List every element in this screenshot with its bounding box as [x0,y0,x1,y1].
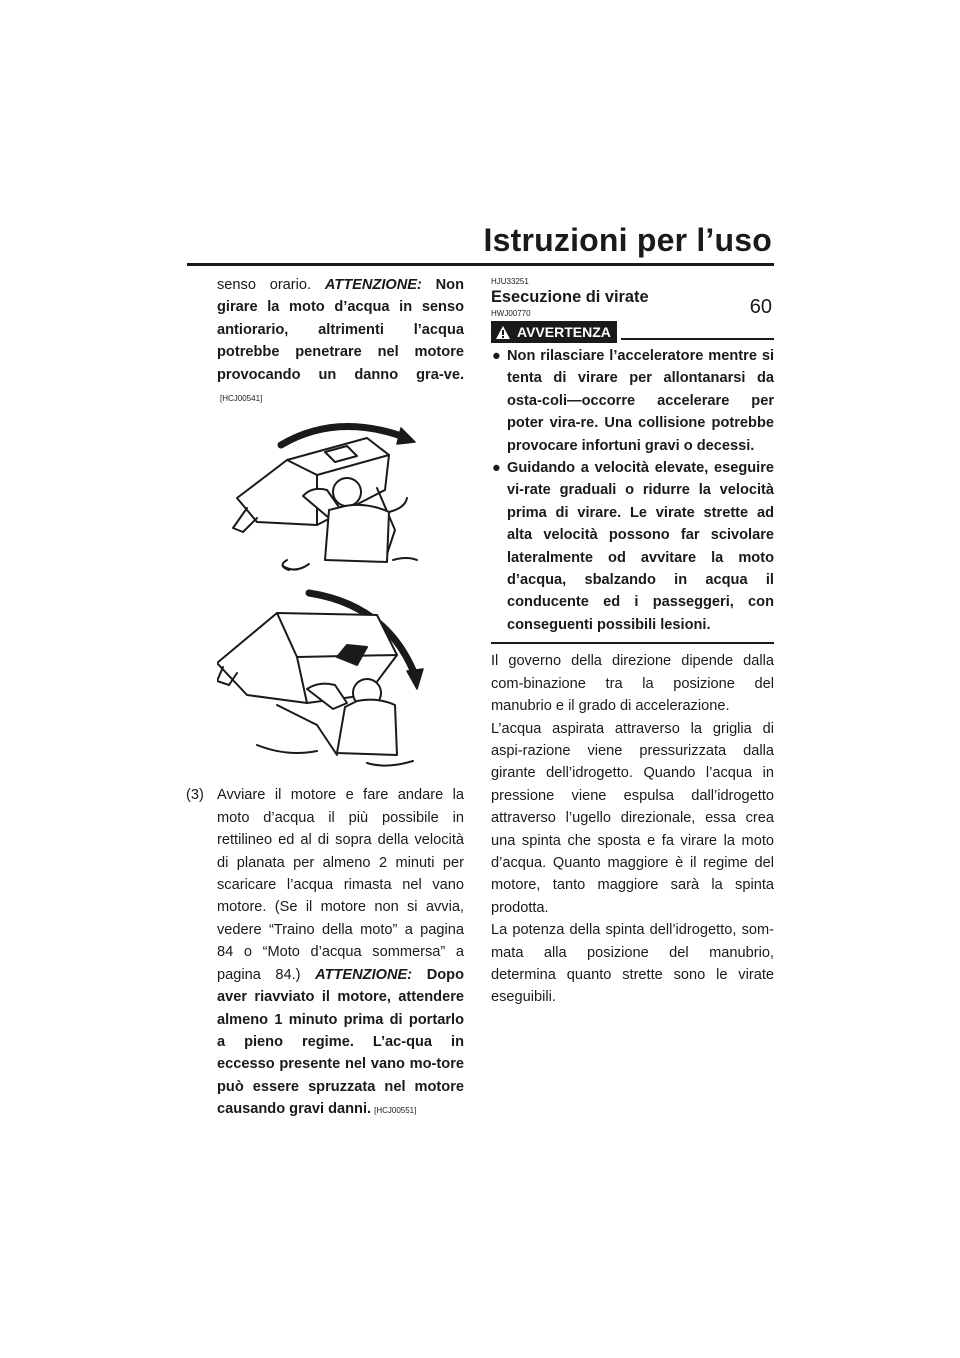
warning-item-text: Non rilasciare l’acceleratore mentre si tenta di virare per allontanarsi da osta-coli—occorre accelerare per poter vira-re. Una collisione potrebbe provocare infortuni gravi o decessi. [507,348,774,454]
warning-code: HWJ00770 [491,309,531,318]
step-number: (3) [186,787,204,804]
caution-code: [HCJ00541] [220,394,263,404]
warning-header [491,321,774,343]
bullet-icon: ● [492,460,501,477]
warning-item [491,457,774,636]
caution-text-2: Dopo aver riavviato il motore, attendere almeno 1 minuto prima di portarlo a pieno regime. L’ac-qua in eccesso presente nel vano mo-tore può essere spruzzata nel motore causando gravi danni. [217,966,465,1118]
caution-label: ATTENZIONE: [324,277,422,293]
body-paragraph: L’acqua aspirata attraverso la griglia di aspi-razione viene pressurizzata dalla girante dell’idrogetto. Quando l’acqua in pressione viene espulsa dall’idrogetto attraverso l’ugello direzionale, essa crea una spinta che sposta e fa virare la moto d’acqua. Quanto maggiore è il regime del motore, tanto maggiore sarà la spinta prodotta. [491,720,774,916]
illustration-righting-watercraft-2 [217,585,464,780]
right-column [491,277,774,1009]
caution-text: Non girare la moto d’acqua in senso antiorario, altrimenti l’acqua potrebbe penetrare nel motore provocando un danno gra-ve. [217,277,464,383]
caution-paragraph-1 [217,274,464,410]
warning-item [491,345,774,457]
section-title: Esecuzione di virate [491,288,649,306]
caution-code-2: [HCJ00551] [374,1106,417,1116]
page-title: Istruzioni per l’uso [483,222,772,258]
bullet-icon: ● [492,348,501,364]
body-paragraph: Il governo della direzione dipende dalla com-binazione tra la posizione del manubrio e il grado di accelerazione. [491,653,774,715]
continued-text: senso orario. [217,277,312,293]
step-3 [186,784,464,1122]
warning-item-text: Guidando a velocità elevate, eseguire vi-rate graduali o ridurre la velocità prima di virare. Le virate strette ad alta velocità possono far scivolare lateralmente od avvitare la moto d’acqua, sbalzando in acqua il conducente ed i passeggeri, con conseguenti possibili lesioni. [507,460,774,633]
warning-rule [621,338,774,340]
section-code: HJU33251 [491,277,529,286]
warning-badge [491,321,617,343]
left-column [186,274,465,1123]
step-text: Avviare il motore e fare andare la moto d’acqua il più possibile in rettilineo ed al di sopra della velocità di planata per almeno 2 minuti per scaricare l’acqua rimasta nel vano motore. (Se il motore non si avvia, vedere “Traino della moto” a pagina 84 o “Moto d’acqua sommersa” a pagina 84.) [217,787,464,983]
warning-list [491,345,774,636]
caution-label-2: ATTENZIONE: [315,966,413,983]
warning-end-rule [491,642,774,644]
header-rule [187,263,774,266]
warning-triangle-icon [495,325,511,340]
body-paragraph: La potenza della spinta dell’idrogetto, som-mata alla posizione del manubrio, determina quanto strette sono le virate eseguibili. [491,922,774,1006]
page-number: 60 [749,296,772,318]
illustration-righting-watercraft-1 [217,410,464,585]
warning-label: AVVERTENZA [517,323,611,340]
